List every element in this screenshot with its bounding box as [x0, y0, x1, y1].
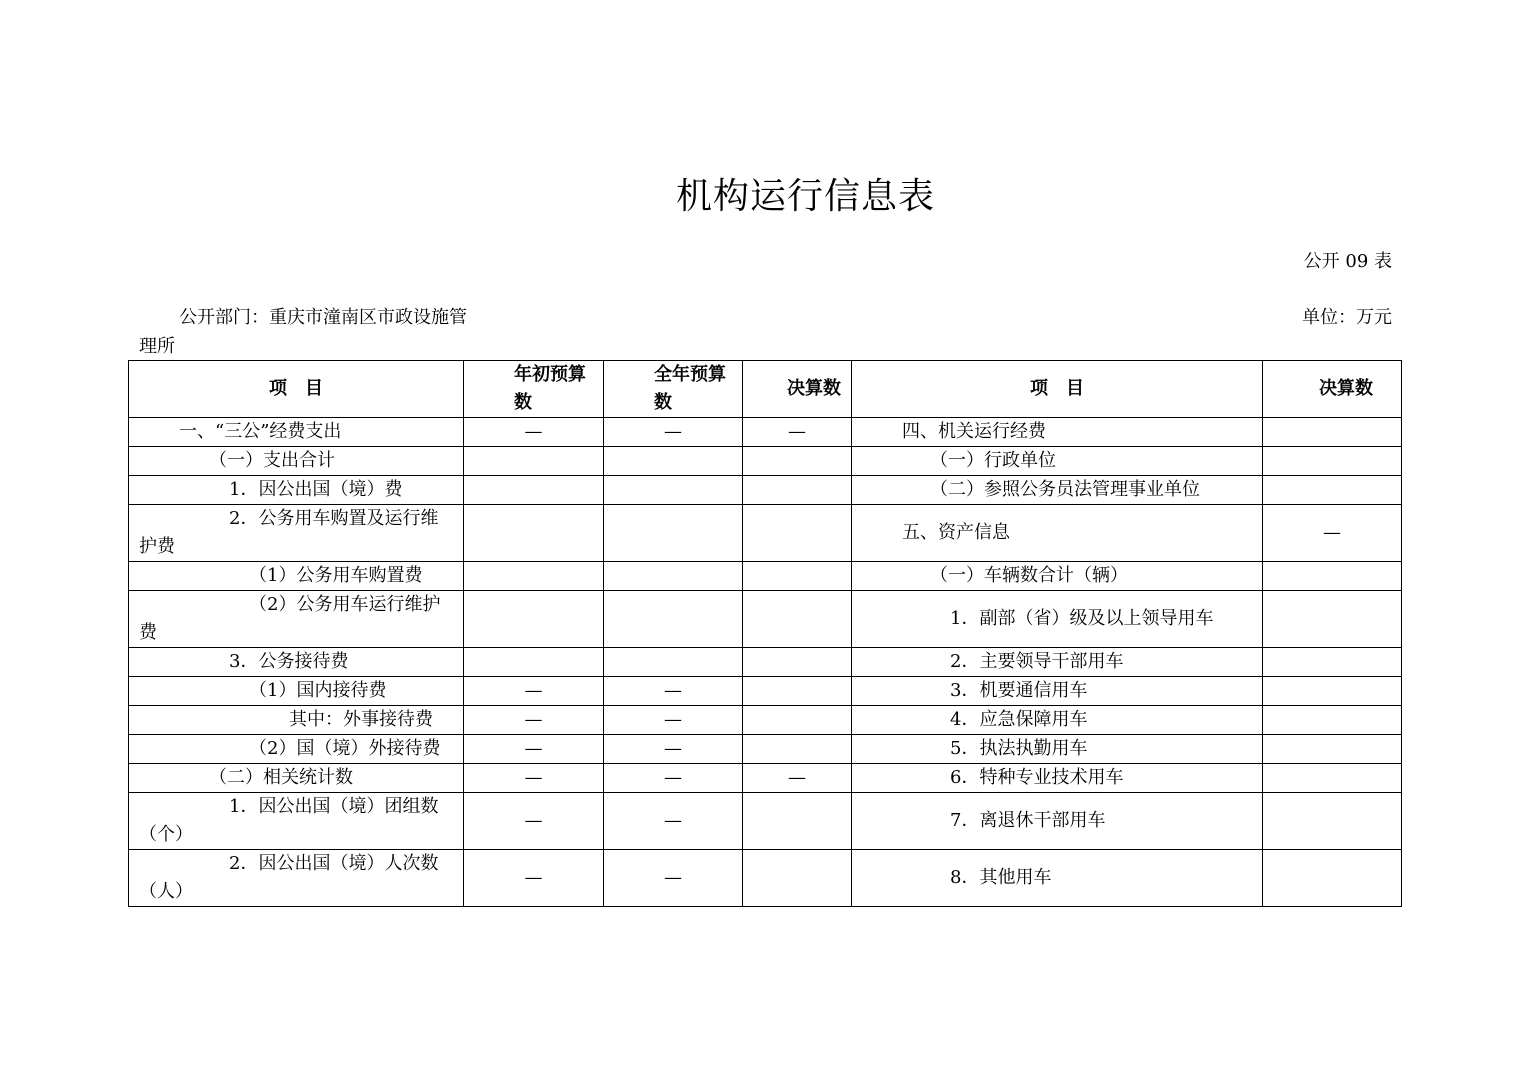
- cell-budget-start: [464, 505, 604, 562]
- row-left-label: 1．因公出国（境）费: [129, 476, 464, 505]
- cell-final-right: [1263, 677, 1402, 706]
- table-row: [129, 447, 1402, 476]
- cell-final: [743, 706, 852, 735]
- cell-budget-full: —: [604, 793, 743, 850]
- table-header-row: [129, 361, 1402, 418]
- cell-budget-full: —: [604, 735, 743, 764]
- cell-final-right: [1263, 735, 1402, 764]
- row-left-label: （二）相关统计数: [129, 764, 464, 793]
- cell-final-right: [1263, 793, 1402, 850]
- row-right-label: （二）参照公务员法管理事业单位: [852, 476, 1263, 505]
- cell-budget-start: [464, 476, 604, 505]
- row-right-label: 1．副部（省）级及以上领导用车: [852, 591, 1263, 648]
- row-left-label: 2．公务用车购置及运行维护费: [129, 505, 464, 562]
- row-left-label: 一、“三公”经费支出: [129, 418, 464, 447]
- row-left-label: （1）国内接待费: [129, 677, 464, 706]
- cell-final-right: [1263, 591, 1402, 648]
- cell-final: [743, 591, 852, 648]
- cell-budget-full: —: [604, 706, 743, 735]
- table-row: [129, 793, 1402, 850]
- unit-label: 单位：万元: [1302, 307, 1392, 328]
- table-row: [129, 735, 1402, 764]
- header-final-right: 决算数: [1263, 361, 1402, 418]
- table-row: [129, 591, 1402, 648]
- header-item-right: 项 目: [852, 361, 1263, 418]
- row-left-label: （2）国（境）外接待费: [129, 735, 464, 764]
- info-table: [128, 360, 1402, 907]
- row-right-label: 6．特种专业技术用车: [852, 764, 1263, 793]
- cell-final: —: [743, 418, 852, 447]
- row-right-label: 3．机要通信用车: [852, 677, 1263, 706]
- table-row: [129, 764, 1402, 793]
- cell-final-right: [1263, 562, 1402, 591]
- cell-budget-full: —: [604, 850, 743, 907]
- row-right-label: 4．应急保障用车: [852, 706, 1263, 735]
- header-budget-start: 年初预算数: [464, 361, 604, 418]
- row-right-label: 五、资产信息: [852, 505, 1263, 562]
- row-left-label: （1）公务用车购置费: [129, 562, 464, 591]
- header-budget-full: 全年预算数: [604, 361, 743, 418]
- cell-budget-start: [464, 591, 604, 648]
- table-row: [129, 418, 1402, 447]
- cell-final-right: [1263, 850, 1402, 907]
- cell-budget-full: [604, 476, 743, 505]
- row-right-label: 2．主要领导干部用车: [852, 648, 1263, 677]
- cell-budget-start: —: [464, 418, 604, 447]
- cell-final-right: [1263, 648, 1402, 677]
- row-right-label: 四、机关运行经费: [852, 418, 1263, 447]
- cell-budget-start: [464, 648, 604, 677]
- table-row: [129, 706, 1402, 735]
- cell-budget-start: —: [464, 764, 604, 793]
- cell-budget-full: [604, 562, 743, 591]
- cell-budget-start: [464, 447, 604, 476]
- table-row: [129, 677, 1402, 706]
- cell-final-right: [1263, 476, 1402, 505]
- table-row: [129, 562, 1402, 591]
- row-left-label: （一）支出合计: [129, 447, 464, 476]
- cell-final-right: [1263, 706, 1402, 735]
- row-right-label: （一）车辆数合计（辆）: [852, 562, 1263, 591]
- cell-final: [743, 677, 852, 706]
- cell-final: [743, 793, 852, 850]
- cell-final: [743, 562, 852, 591]
- table-row: [129, 850, 1402, 907]
- row-left-label: 2．因公出国（境）人次数（人）: [129, 850, 464, 907]
- header-final: 决算数: [743, 361, 852, 418]
- cell-budget-start: —: [464, 706, 604, 735]
- cell-budget-full: —: [604, 418, 743, 447]
- page-title: 机构运行信息表: [675, 176, 935, 217]
- cell-budget-start: [464, 562, 604, 591]
- header-item-left: 项 目: [129, 361, 464, 418]
- table-row: [129, 476, 1402, 505]
- cell-final: [743, 447, 852, 476]
- cell-final: [743, 476, 852, 505]
- row-right-label: 5．执法执勤用车: [852, 735, 1263, 764]
- cell-final: —: [743, 764, 852, 793]
- cell-final: [743, 505, 852, 562]
- cell-budget-full: —: [604, 764, 743, 793]
- cell-budget-start: —: [464, 793, 604, 850]
- cell-budget-full: [604, 648, 743, 677]
- row-left-label: 其中：外事接待费: [129, 706, 464, 735]
- cell-budget-start: —: [464, 850, 604, 907]
- form-number: 公开 09 表: [1303, 251, 1392, 272]
- cell-budget-start: —: [464, 735, 604, 764]
- row-right-label: 7．离退休干部用车: [852, 793, 1263, 850]
- cell-final: [743, 735, 852, 764]
- cell-final-right: [1263, 447, 1402, 476]
- row-left-label: 1．因公出国（境）团组数（个）: [129, 793, 464, 850]
- cell-final-right: —: [1263, 505, 1402, 562]
- cell-budget-full: [604, 591, 743, 648]
- cell-final-right: [1263, 418, 1402, 447]
- department-label: 公开部门：重庆市潼南区市政设施管理所: [139, 307, 467, 357]
- row-right-label: 8．其他用车: [852, 850, 1263, 907]
- cell-budget-start: —: [464, 677, 604, 706]
- cell-budget-full: [604, 505, 743, 562]
- row-left-label: （2）公务用车运行维护费: [129, 591, 464, 648]
- cell-final: [743, 850, 852, 907]
- table-row: [129, 648, 1402, 677]
- cell-final-right: [1263, 764, 1402, 793]
- cell-final: [743, 648, 852, 677]
- row-right-label: （一）行政单位: [852, 447, 1263, 476]
- cell-budget-full: [604, 447, 743, 476]
- table-row: [129, 505, 1402, 562]
- cell-budget-full: —: [604, 677, 743, 706]
- row-left-label: 3．公务接待费: [129, 648, 464, 677]
